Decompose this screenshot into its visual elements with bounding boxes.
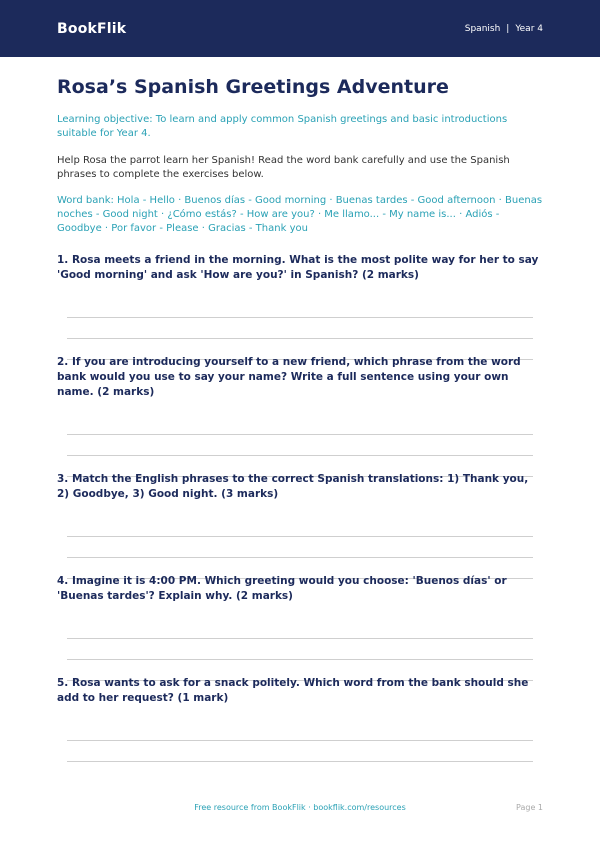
subject-year-label: [465, 24, 543, 34]
year-label: Year 4: [515, 23, 543, 34]
meta-separator: |: [506, 23, 510, 34]
learning-objective: Learning objective: To learn and apply common Spanish greetings and basic introductions suitable for Year 4.: [57, 114, 508, 139]
worksheet-body: [0, 67, 600, 762]
answer-line[interactable]: [67, 638, 533, 639]
answer-line[interactable]: [67, 317, 533, 318]
answer-line[interactable]: [67, 761, 533, 762]
answer-line[interactable]: [67, 557, 533, 558]
answer-area-1[interactable]: [67, 317, 533, 360]
question-5: 5. Rosa wants to ask for a snack politely. Which word from the bank should she add to her request? (1 mark): [57, 677, 529, 704]
answer-area-2[interactable]: [67, 434, 533, 477]
answer-area-3[interactable]: [67, 536, 533, 579]
footer-credit-link[interactable]: Free resource from BookFlik · bookflik.com/resources: [194, 803, 406, 812]
answer-area-5[interactable]: [67, 740, 533, 762]
answer-line[interactable]: [67, 455, 533, 456]
intro-text: Help Rosa the parrot learn her Spanish! Read the word bank carefully and use the Spanish phrases to complete the exercises below.: [57, 155, 510, 180]
answer-line[interactable]: [67, 434, 533, 435]
brand-logo[interactable]: BookFlik: [57, 20, 127, 37]
subject-label: Spanish: [464, 23, 501, 34]
answer-line[interactable]: [67, 659, 533, 660]
page-number: Page 1: [516, 803, 543, 812]
page-header: [0, 0, 600, 57]
question-4: 4. Imagine it is 4:00 PM. Which greeting would you choose: 'Buenos días' or 'Buenas tardes'? Explain why. (2 marks): [57, 575, 507, 602]
page-footer: [0, 803, 600, 812]
worksheet-title: Rosa’s Spanish Greetings Adventure: [57, 76, 449, 98]
answer-line[interactable]: [67, 338, 533, 339]
answer-line[interactable]: [67, 740, 533, 741]
question-3: 3. Match the English phrases to the correct Spanish translations: 1) Thank you, 2) Goodbye, 3) Good night. (3 marks): [57, 473, 529, 500]
question-1: 1. Rosa meets a friend in the morning. What is the most polite way for her to say 'Good morning' and ask 'How are you?' in Spanish? (2 marks): [57, 254, 539, 281]
answer-line[interactable]: [67, 536, 533, 537]
answer-area-4[interactable]: [67, 638, 533, 681]
word-bank: Word bank: Hola - Hello · Buenos días - Good morning · Buenas tardes - Good afternoon · Buenas noches - Good night · ¿Cómo estás? - How are you? · Me llamo... - My name is... · Adiós - Goodbye · Por favor - Please · Gracias - Thank you: [57, 195, 543, 234]
question-2: 2. If you are introducing yourself to a new friend, which phrase from the word bank would you use to say your name? Write a full sentence using your own name. (2 marks): [57, 356, 521, 398]
